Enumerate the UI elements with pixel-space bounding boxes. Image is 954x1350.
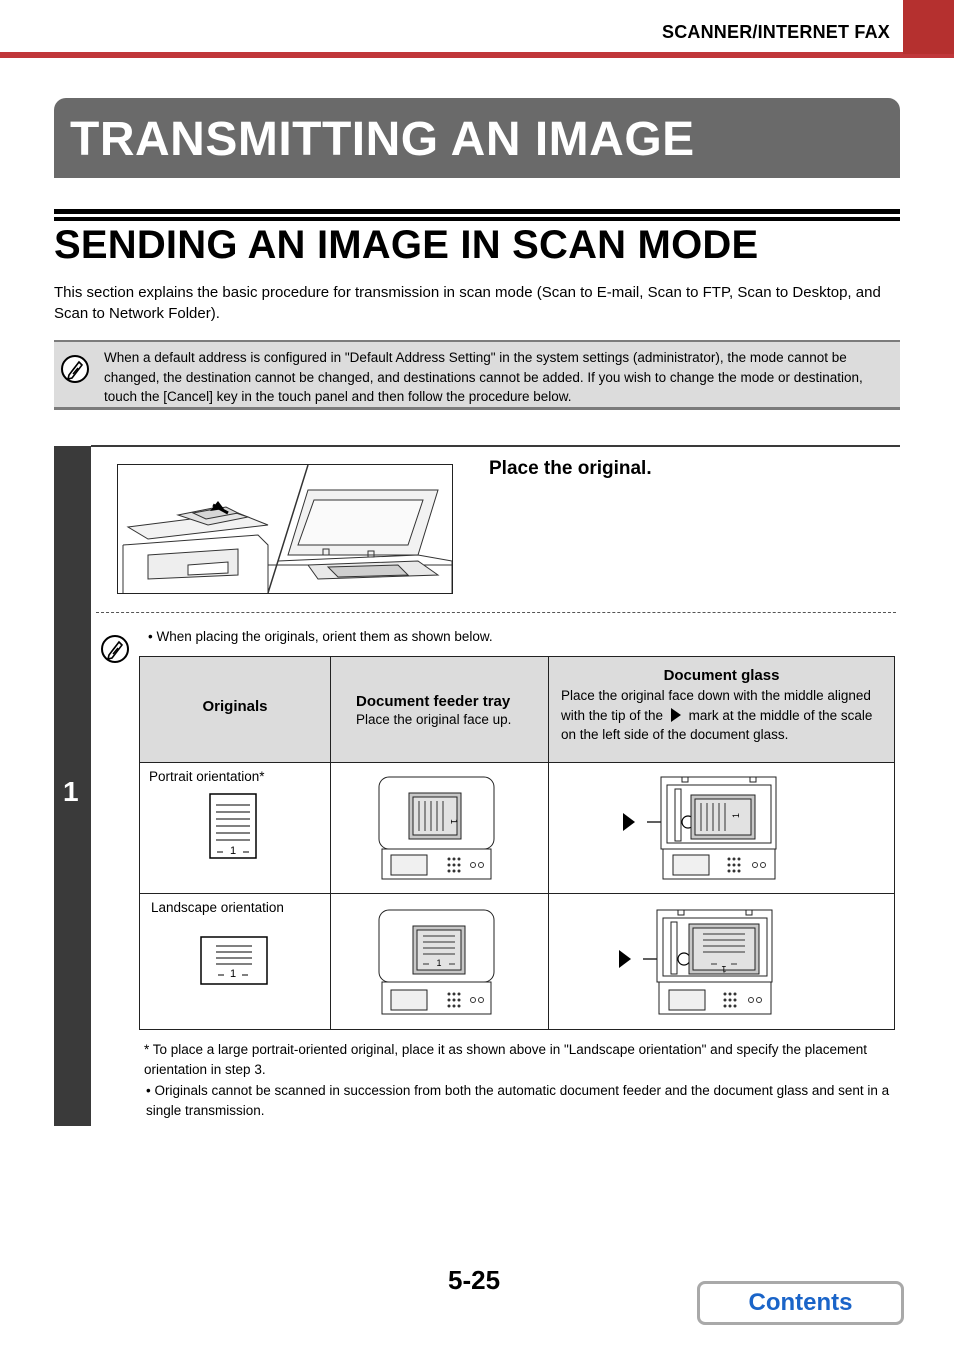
page-number: 5-25 xyxy=(448,1265,501,1295)
footnote-succession: • Originals cannot be scanned in succession from both the automatic document feeder and the document glass and sent in a single transmission. xyxy=(146,1083,890,1118)
note-text: When a default address is configured in "Default Address Setting" in the system settings (administrator), the mode cannot be changed, the destination cannot be changed, and destinations cannot be added. If you wish to change the mode or destination, touch the [Cancel] key in the touch panel and then follow the procedure below. xyxy=(104,350,863,404)
page-number-label: 1 xyxy=(721,964,727,975)
landscape-page-icon xyxy=(200,936,268,986)
section-rule xyxy=(54,217,900,221)
header-feeder xyxy=(331,657,549,763)
header-tab xyxy=(903,0,954,54)
portrait-label: Portrait orientation* xyxy=(149,768,265,784)
step-number: 1 xyxy=(63,776,79,807)
note-box xyxy=(54,340,900,410)
header-originals xyxy=(140,657,331,763)
section-intro: This section explains the basic procedure for transmission in scan mode (Scan to E-mail, Scan to FTP, Scan to Desktop, and Scan to Network Folder). xyxy=(54,284,881,322)
step-title: Place the original. xyxy=(489,458,652,479)
contents-button[interactable]: Contents xyxy=(697,1281,904,1325)
machine-illustration xyxy=(117,464,453,594)
section-title: SENDING AN IMAGE IN SCAN MODE xyxy=(54,223,759,267)
chapter-title: TRANSMITTING AN IMAGE xyxy=(70,113,695,166)
footnote-portrait: * To place a large portrait-oriented original, place it as shown above in "Landscape orientation" and specify the placement orientation in step 3. xyxy=(144,1042,868,1077)
glass-header: Document glass xyxy=(663,667,780,684)
landscape-label: Landscape orientation xyxy=(151,900,284,916)
landscape-cell xyxy=(140,894,331,1030)
pencil-note-icon xyxy=(60,354,90,384)
portrait-feeder-cell xyxy=(331,762,549,894)
landscape-feeder-cell xyxy=(331,894,549,1030)
page-number-label: 1 xyxy=(436,958,442,969)
triangle-marker-icon xyxy=(671,708,681,722)
header-rule xyxy=(0,52,954,58)
step-rule xyxy=(91,445,900,447)
page-number-label: 1 xyxy=(229,844,237,857)
glass-landscape-diagram xyxy=(619,908,779,1020)
feeder-description: Place the original face up. xyxy=(356,712,512,727)
page-number-label: 1 xyxy=(229,968,237,981)
glass-description: Place the original face down with the middle aligned with the tip of the mark at the middle of the scale on the left side of the document glass. xyxy=(561,688,873,742)
glass-portrait-diagram xyxy=(623,775,783,885)
orientation-table xyxy=(139,656,895,1030)
portrait-page-icon xyxy=(209,793,257,859)
table-row-landscape xyxy=(140,894,895,1030)
table-header-row xyxy=(140,657,895,763)
page-number-label: 1 xyxy=(731,812,741,818)
header-glass xyxy=(549,657,895,763)
chapter-banner xyxy=(54,98,900,178)
originals-header: Originals xyxy=(202,698,268,715)
portrait-glass-cell xyxy=(549,762,895,894)
page-number-label: 1 xyxy=(449,818,459,824)
section-rule xyxy=(54,209,900,214)
landscape-glass-cell xyxy=(549,894,895,1030)
feeder-header: Document feeder tray xyxy=(356,693,511,710)
header-section-label: SCANNER/INTERNET FAX xyxy=(661,22,890,42)
feeder-landscape-diagram xyxy=(377,908,497,1020)
step-note-text: • When placing the originals, orient them as shown below. xyxy=(148,629,493,644)
portrait-cell xyxy=(140,762,331,894)
dotted-separator xyxy=(96,612,896,613)
table-row-portrait xyxy=(140,762,895,894)
feeder-portrait-diagram xyxy=(377,775,497,885)
pencil-note-icon xyxy=(100,634,130,664)
